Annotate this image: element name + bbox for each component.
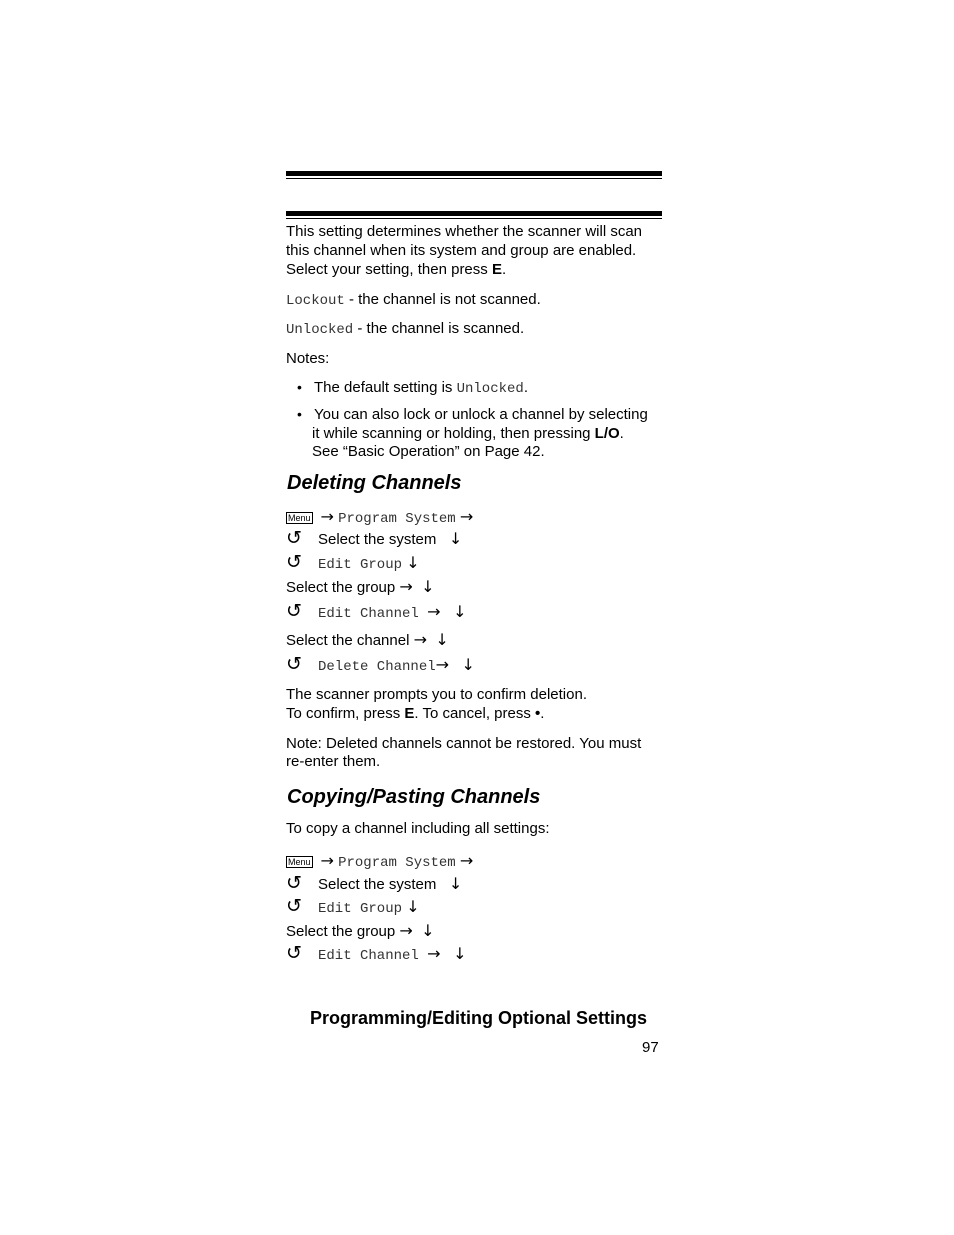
copy-step-select-group: Select the group → ↓: [286, 921, 435, 940]
right-arrow-icon: →: [435, 655, 450, 674]
dial-icon: ↺: [286, 895, 302, 917]
dial-icon: ↺: [286, 551, 302, 573]
down-arrow-icon: ↓: [448, 529, 463, 548]
section-rule-thin: [286, 218, 662, 219]
down-arrow-icon: ↓: [421, 921, 435, 940]
down-arrow-icon: ↓: [435, 630, 449, 649]
copy-step-edit-group: ↺ Edit Group ↓: [286, 895, 420, 917]
option-lockout: Lockout - the channel is not scanned.: [286, 291, 541, 309]
note-2-line-1: You can also lock or unlock a channel by selecting: [314, 406, 648, 423]
intro-line-2: this channel when its system and group are enabled.: [286, 242, 637, 259]
right-arrow-icon: →: [399, 921, 413, 940]
note-1: The default setting is Unlocked.: [314, 379, 528, 397]
menu-key-icon: Menu: [288, 857, 311, 867]
right-arrow-icon: →: [459, 507, 474, 526]
dial-icon: ↺: [286, 653, 302, 675]
right-arrow-icon: →: [427, 944, 441, 963]
menu-key-icon: Menu: [288, 513, 311, 523]
down-arrow-icon: ↓: [406, 897, 420, 916]
del-note-line-1: Note: Deleted channels cannot be restored. You must: [286, 735, 642, 752]
del-step-select-group: Select the group → ↓: [286, 577, 435, 596]
right-arrow-icon: →: [459, 851, 474, 870]
down-arrow-icon: ↓: [406, 553, 420, 572]
dial-icon: ↺: [286, 942, 302, 964]
down-arrow-icon: ↓: [421, 577, 435, 596]
copy-step-menu: Menu → Program System →: [288, 851, 474, 871]
copy-intro: To copy a channel including all settings:: [286, 820, 550, 837]
right-arrow-icon: →: [320, 507, 334, 526]
right-arrow-icon: →: [413, 630, 427, 649]
deleting-heading: Deleting Channels: [287, 472, 462, 494]
del-step-edit-channel: ↺ Edit Channel → ↓: [286, 600, 467, 622]
down-arrow-icon: ↓: [448, 874, 463, 893]
intro-line-1: This setting determines whether the scanner will scan: [286, 223, 643, 240]
bullet-1: •: [297, 379, 302, 395]
top-rule-thin: [286, 178, 662, 179]
dial-icon: ↺: [286, 527, 302, 549]
copy-step-select-system: ↺ Select the system ↓: [286, 872, 463, 894]
right-arrow-icon: →: [399, 577, 413, 596]
right-arrow-icon: →: [320, 851, 334, 870]
down-arrow-icon: ↓: [461, 655, 475, 674]
notes-label: Notes:: [286, 350, 330, 367]
note-2-line-2: it while scanning or holding, then pressing L/O.: [312, 425, 624, 442]
copy-step-edit-channel: ↺ Edit Channel → ↓: [286, 942, 467, 964]
del-note-line-2: re-enter them.: [286, 753, 381, 770]
cancel-key-icon: •: [535, 705, 541, 722]
del-step-edit-group: ↺ Edit Group ↓: [286, 551, 420, 573]
del-step-delete-channel: ↺ Delete Channel→ ↓: [286, 653, 475, 675]
copying-heading: Copying/Pasting Channels: [287, 786, 541, 808]
del-prompt-line-1: The scanner prompts you to confirm deletion.: [286, 686, 587, 703]
dial-icon: ↺: [286, 872, 302, 894]
right-arrow-icon: →: [427, 602, 441, 621]
del-step-menu: Menu → Program System →: [288, 507, 474, 527]
down-arrow-icon: ↓: [453, 944, 467, 963]
section-rule-thick: [286, 211, 662, 216]
footer-section-title: Programming/Editing Optional Settings: [310, 1008, 648, 1028]
intro-line-3: Select your setting, then press E.: [286, 261, 507, 278]
page-number: 97: [642, 1039, 659, 1056]
del-prompt-line-2: To confirm, press E. To cancel, press •.: [286, 705, 545, 722]
bullet-2: •: [297, 406, 302, 422]
down-arrow-icon: ↓: [453, 602, 467, 621]
del-step-select-system: ↺ Select the system ↓: [286, 527, 463, 549]
del-step-select-channel: Select the channel → ↓: [286, 630, 449, 649]
top-rule-thick: [286, 171, 662, 176]
note-2-line-3: See “Basic Operation” on Page 42.: [312, 443, 545, 460]
option-unlocked: Unlocked - the channel is scanned.: [286, 320, 525, 338]
dial-icon: ↺: [286, 600, 302, 622]
